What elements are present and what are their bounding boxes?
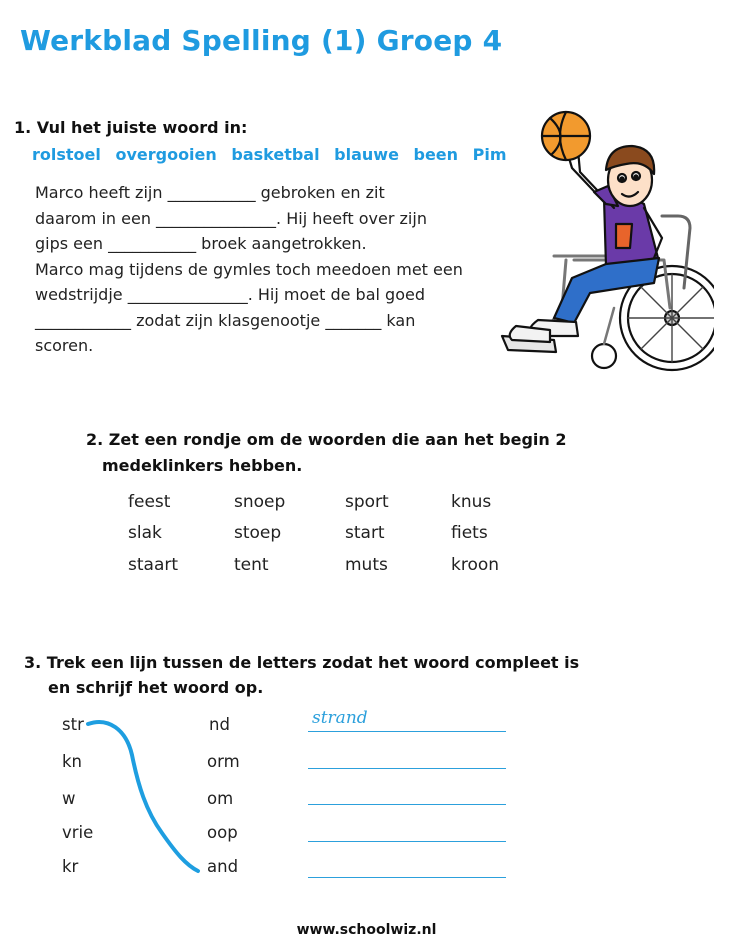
- word-bank-item: been: [413, 145, 459, 164]
- answer-line[interactable]: [308, 877, 506, 878]
- story-line: daarom in een _______________. Hij heeft over zijn: [35, 208, 427, 228]
- word-bank: [32, 145, 516, 164]
- page-title: Werkblad Spelling (1) Groep 4: [20, 24, 503, 57]
- word-cell[interactable]: start: [345, 523, 385, 543]
- right-fragment[interactable]: and: [207, 857, 239, 876]
- word-cell[interactable]: stoep: [234, 523, 282, 543]
- right-fragment[interactable]: om: [207, 789, 234, 808]
- word-bank-item: basketbal: [231, 145, 320, 164]
- word-cell[interactable]: kroon: [451, 555, 500, 575]
- story-line: Marco mag tijdens de gymles toch meedoen met een: [35, 259, 463, 279]
- left-fragment[interactable]: str: [62, 715, 84, 734]
- word-bank-item: Pim: [472, 145, 507, 164]
- story-line: scoren.: [35, 336, 94, 355]
- fill-in-story: [35, 180, 505, 359]
- story-line: Marco heeft zijn ___________ gebroken en zit: [35, 183, 385, 202]
- right-fragment[interactable]: orm: [207, 752, 240, 771]
- word-cell[interactable]: knus: [451, 492, 492, 512]
- left-fragment[interactable]: w: [62, 789, 76, 808]
- word-bank-item: blauwe: [334, 145, 399, 164]
- question-1-heading: 1. Vul het juiste woord in:: [14, 118, 248, 137]
- story-line: gips een ___________ broek aangetrokken.: [35, 234, 367, 253]
- right-fragment[interactable]: oop: [207, 823, 238, 842]
- footer-url[interactable]: www.schoolwiz.nl: [296, 922, 437, 938]
- question-3-heading-line2: en schrijf het woord op.: [48, 678, 264, 697]
- word-cell[interactable]: feest: [128, 492, 171, 512]
- word-cell[interactable]: slak: [128, 523, 162, 543]
- question-2-heading-line1: 2. Zet een rondje om de woorden die aan het begin 2: [86, 430, 567, 449]
- left-fragment[interactable]: kn: [62, 752, 83, 771]
- word-cell[interactable]: tent: [234, 555, 269, 575]
- word-bank-item: rolstoel: [32, 145, 101, 164]
- right-fragment[interactable]: nd: [209, 715, 230, 734]
- question-3-heading-line1: 3. Trek een lijn tussen de letters zodat het woord compleet is: [24, 653, 580, 672]
- word-cell[interactable]: sport: [345, 492, 389, 512]
- word-bank-item: overgooien: [115, 145, 217, 164]
- connecting-line: [80, 715, 210, 880]
- story-line: wedstrijdje _______________. Hij moet de bal goed: [35, 285, 425, 304]
- boy-in-wheelchair-basketball-illustration: [494, 108, 714, 386]
- left-fragment[interactable]: vrie: [62, 823, 94, 842]
- word-cell[interactable]: muts: [345, 555, 388, 575]
- story-line: ____________ zodat zijn klasgenootje _______ kan: [35, 310, 416, 330]
- question-2-heading-line2: medeklinkers hebben.: [102, 456, 303, 475]
- word-cell[interactable]: staart: [128, 555, 179, 575]
- answer-line[interactable]: [308, 731, 506, 732]
- handwritten-answer: strand: [312, 708, 368, 728]
- left-fragment[interactable]: kr: [62, 857, 79, 876]
- answer-line[interactable]: [308, 841, 506, 842]
- answer-line[interactable]: [308, 804, 506, 805]
- word-cell[interactable]: fiets: [451, 523, 488, 543]
- answer-line[interactable]: [308, 768, 506, 769]
- word-cell[interactable]: snoep: [234, 492, 286, 512]
